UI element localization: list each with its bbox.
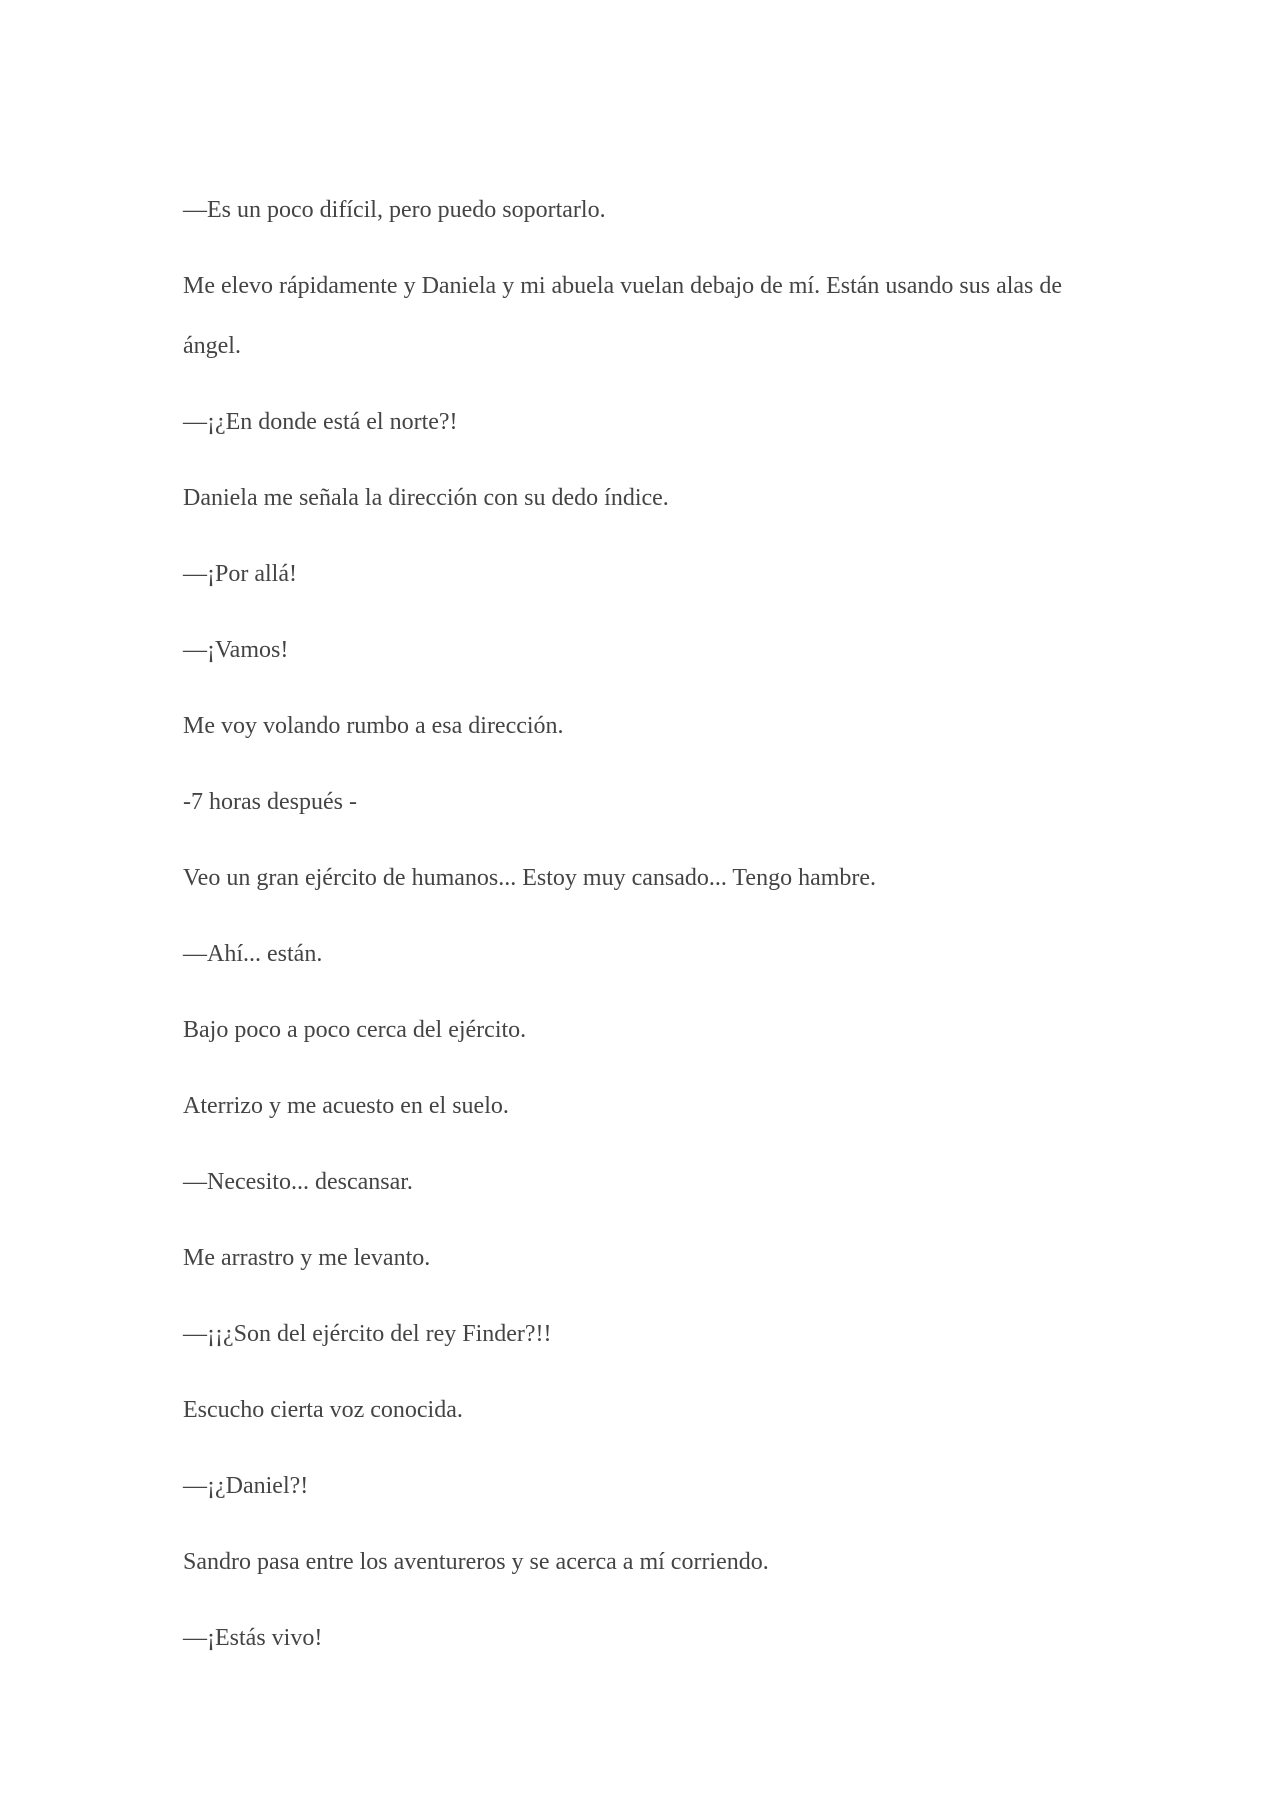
- paragraph: —¡Por allá!: [183, 561, 297, 587]
- paragraph: —Ahí... están.: [183, 941, 323, 967]
- paragraph: —¡Estás vivo!: [183, 1625, 323, 1651]
- paragraph: —¡Vamos!: [183, 637, 289, 663]
- paragraph: Me arrastro y me levanto.: [183, 1245, 431, 1271]
- paragraph: —Es un poco difícil, pero puedo soportarlo.: [183, 197, 606, 223]
- paragraph: Aterrizo y me acuesto en el suelo.: [183, 1093, 509, 1119]
- paragraph: Veo un gran ejército de humanos... Estoy muy cansado... Tengo hambre.: [183, 865, 877, 891]
- paragraph: Me voy volando rumbo a esa dirección.: [183, 713, 564, 739]
- document-body: [183, 180, 1113, 1684]
- paragraph: Bajo poco a poco cerca del ejército.: [183, 1017, 527, 1043]
- paragraph: —¡¡¿Son del ejército del rey Finder?!!: [183, 1321, 552, 1347]
- paragraph: -7 horas después -: [183, 789, 357, 815]
- paragraph: Sandro pasa entre los aventureros y se acerca a mí corriendo.: [183, 1549, 769, 1575]
- paragraph: —Necesito... descansar.: [183, 1169, 413, 1195]
- paragraph: —¡¿En donde está el norte?!: [183, 409, 458, 435]
- paragraph: —¡¿Daniel?!: [183, 1473, 309, 1499]
- paragraph: Daniela me señala la dirección con su dedo índice.: [183, 485, 669, 511]
- paragraph: Me elevo rápidamente y Daniela y mi abuela vuelan debajo de mí. Están usando sus alas de ángel.: [183, 273, 1063, 359]
- paragraph: Escucho cierta voz conocida.: [183, 1397, 463, 1423]
